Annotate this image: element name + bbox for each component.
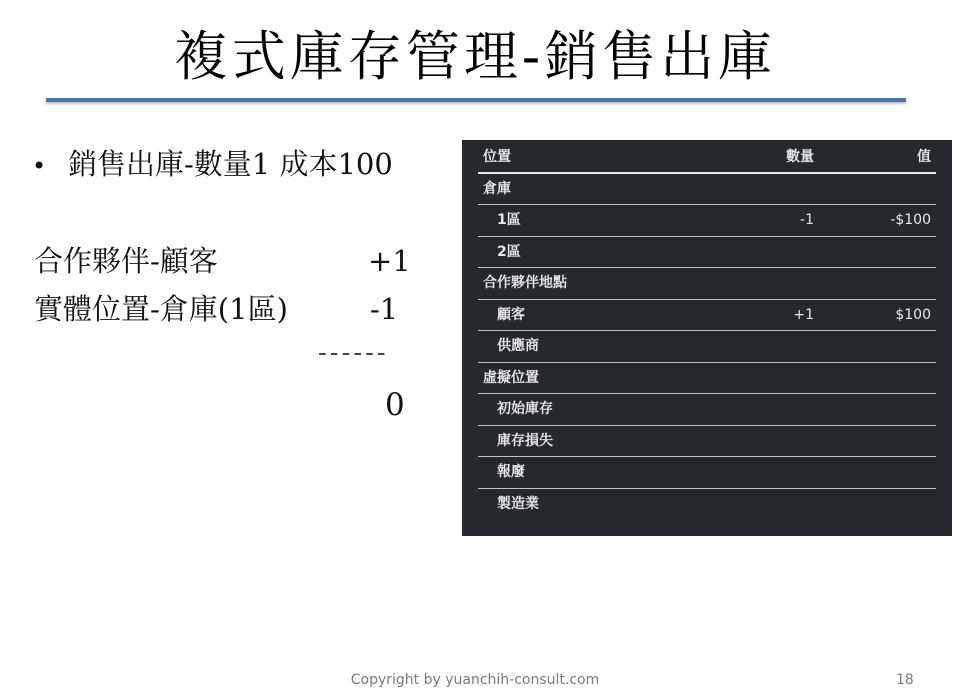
row-location-name: 虛擬位置: [483, 369, 539, 386]
location-report-panel: [462, 140, 952, 536]
row-location-name: 供應商: [497, 338, 539, 354]
row-location-name: 庫存損失: [497, 432, 553, 449]
table-header-row: [478, 142, 936, 174]
row-quantity: +1: [793, 306, 814, 323]
header-value: 值: [917, 149, 931, 165]
entry-label-warehouse: 實體位置-倉庫(1區): [34, 292, 288, 326]
title-underline: [46, 98, 906, 102]
page-number: 18: [896, 672, 914, 688]
table-row: [478, 363, 936, 395]
row-location-name: 1區: [497, 212, 521, 228]
table-row: [478, 331, 936, 363]
table-row: [478, 300, 936, 332]
entry-value-customer: +1: [368, 244, 411, 278]
sum-total: 0: [385, 387, 405, 423]
row-quantity: -1: [800, 212, 814, 228]
row-location-name: 製造業: [497, 495, 539, 512]
header-quantity: 數量: [786, 149, 814, 165]
row-location-name: 倉庫: [483, 180, 511, 197]
bullet-text: 銷售出庫-數量1 成本100: [68, 147, 393, 181]
table-row: [478, 268, 936, 300]
row-value: $100: [895, 306, 931, 323]
row-location-name: 合作夥伴地點: [483, 275, 567, 291]
row-location-name: 顧客: [497, 306, 525, 323]
table-row: [478, 426, 936, 458]
row-location-name: 2區: [497, 243, 521, 260]
row-location-name: 初始庫存: [497, 401, 553, 417]
sum-separator: ------: [318, 338, 389, 368]
bullet-dot-icon: •: [32, 152, 47, 180]
footer-copyright: Copyright by yuanchih-consult.com: [350, 672, 600, 688]
row-value: -$100: [890, 212, 931, 228]
bullet-item: [32, 145, 393, 185]
table-row: [478, 237, 936, 269]
row-location-name: 報廢: [497, 464, 525, 480]
entry-label-customer: 合作夥伴-顧客: [34, 244, 218, 278]
location-table: [478, 142, 936, 520]
header-location: 位置: [483, 149, 511, 165]
slide-title: 複式庫存管理-銷售出庫: [173, 25, 777, 88]
table-row: [478, 174, 936, 206]
entry-value-warehouse: -1: [370, 292, 399, 326]
table-row: [478, 489, 936, 521]
table-row: [478, 457, 936, 489]
table-row: [478, 394, 936, 426]
table-row: [478, 205, 936, 237]
